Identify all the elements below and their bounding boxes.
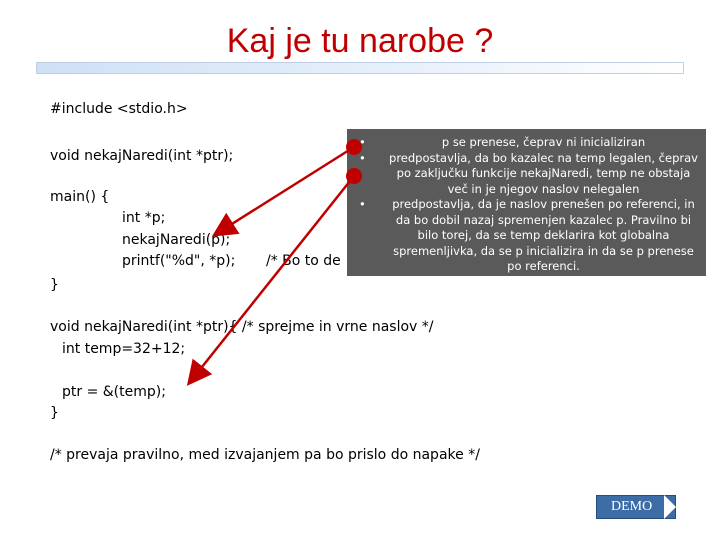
arrow-to-assign [190, 176, 354, 382]
bullet-icon: • [359, 135, 366, 149]
note-text-1: p se prenese, čeprav ni inicializiran [441, 135, 646, 149]
bullet-icon: • [359, 150, 366, 165]
arrow-to-call [216, 147, 354, 234]
code-assign: ptr = &(temp); [62, 384, 166, 400]
code-call: nekajNaredi(p); [122, 232, 231, 248]
play-arrow-icon [664, 495, 676, 519]
note-text-2: predpostavlja, da bo kazalec na temp legalen, čeprav po zaključku funkcije nekajNaredi, temp ne obstaja več in je njegov naslov nelegalen [389, 150, 698, 196]
code-main: main() { [50, 189, 110, 205]
note-text-3: predpostavlja, da je naslov prenešen po referenci, in da bo dobil nazaj spremenjen kazalec p. Pravilno bi bilo torej, da se temp deklarira kot globalna spremenljivka, da se p inicializira in da se p prenese po referenci. [392, 197, 695, 273]
code-printf: printf("%d", *p); [122, 253, 236, 269]
code-include: #include <stdio.h> [50, 101, 188, 117]
code-function-close: } [50, 405, 59, 421]
code-function-definition: void nekajNaredi(int *ptr){ /* sprejme in vrne naslov */ [50, 319, 434, 335]
slide-title: Kaj je tu narobe ? [226, 22, 494, 60]
code-declaration: void nekajNaredi(int *ptr); [50, 148, 234, 164]
bullet-icon: • [359, 197, 366, 211]
code-temp: int temp=32+12; [62, 341, 186, 357]
code-footer-comment: /* prevaja pravilno, med izvajanjem pa bo prislo do napake */ [50, 447, 480, 463]
code-printf-comment: /* Bo to de [266, 253, 341, 269]
code-int-p: int *p; [122, 210, 166, 226]
code-main-close: } [50, 277, 59, 293]
demo-button[interactable] [596, 495, 676, 519]
demo-button-label: DEMO [611, 499, 653, 514]
